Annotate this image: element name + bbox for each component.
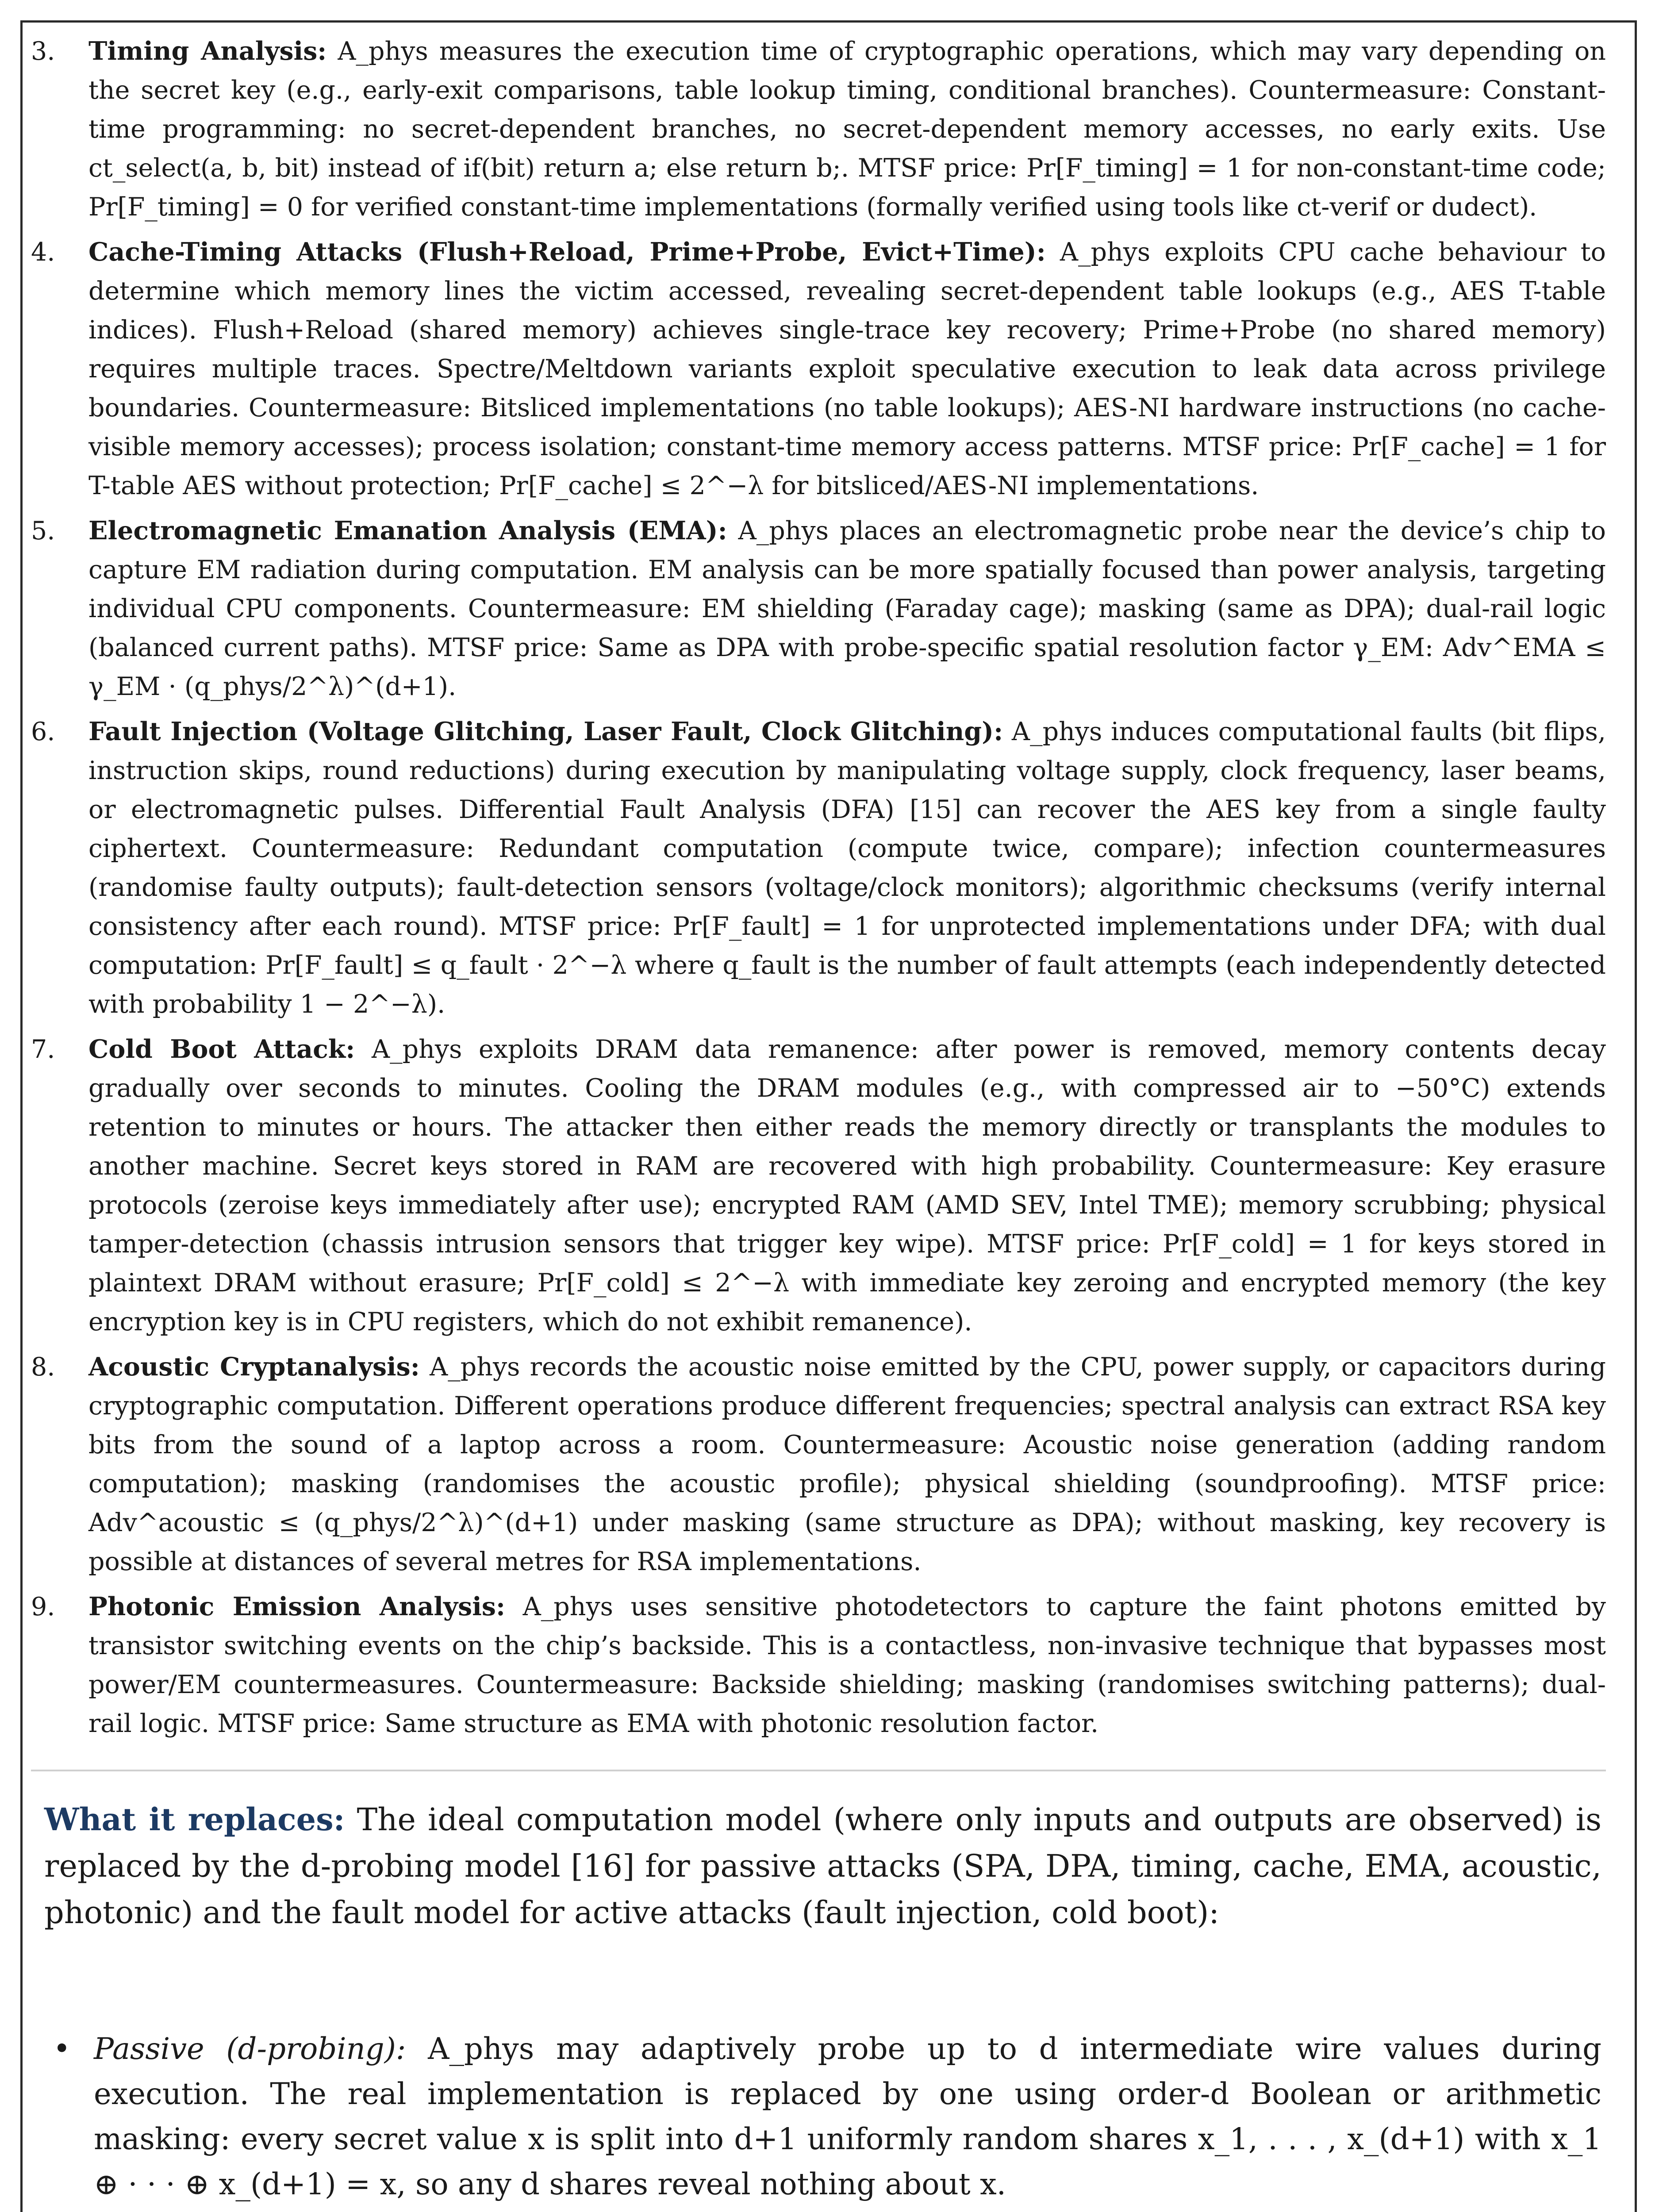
list-item [31, 1587, 1606, 1743]
item-number: 3. [31, 37, 55, 66]
list-item [31, 1348, 1606, 1581]
replaces-text: The ideal computation model (where only inputs and outputs are observed) is replaced by the d-probing model [16] for passive attacks (SPA, DPA, timing, cache, EMA, acoustic, photonic) and the fault model for active attacks (fault injection, cold boot): [44, 1801, 1601, 1931]
item-number: 9. [31, 1592, 55, 1621]
bullet-text: A_phys may adaptively probe up to d intermediate wire values during execution. The real implementation is replaced by one using order-d Boolean or arithmetic masking: every secret value x is split into d+1 uniformly random shares x_1, . . . , x_(d+1) with x_1 ⊕ · · · ⊕ x_(d+1) = x, so any d shares reveal nothing about x. [94, 2032, 1601, 2201]
item-body: A_phys measures the execution time of cryptographic operations, which may vary depending on the secret key (e.g., early-exit comparisons, table lookup timing, conditional branches). Countermeasure: Constant-time programming: no secret-dependent branches, no secret-dependent memory accesses, no early exits. Use ct_select(a, b, bit) instead of if(bit) return a; else return b;. MTSF price: Pr[F_timing] = 1 for non-constant-time code; Pr[F_timing] = 0 for verified constant-time implementations (formally verified using tools like ct-verif or dudect). [88, 37, 1606, 222]
replaces-heading: What it replaces: [44, 1801, 345, 1838]
item-body: A_phys exploits CPU cache behaviour to determine which memory lines the victim accessed, revealing secret-dependent table lookups (e.g., AES T-table indices). Flush+Reload (shared memory) achieves single-trace key recovery; Prime+Probe (no shared memory) requires multiple traces. Spectre/Meltdown variants exploit speculative execution to leak data across privilege boundaries. Countermeasure: Bitsliced implementations (no table lookups); AES-NI hardware instructions (no cache-visible memory accesses); process isolation; constant-time memory access patterns. MTSF price: Pr[F_cache] = 1 for T-table AES without protection; Pr[F_cache] ≤ 2^−λ for bitsliced/AES-NI implementations. [88, 238, 1606, 500]
item-title: Cold Boot Attack: [88, 1034, 355, 1064]
list-item [31, 1030, 1606, 1341]
item-number: 5. [31, 516, 55, 545]
list-item [31, 233, 1606, 505]
attack-list [31, 32, 1606, 1749]
item-body: A_phys places an electromagnetic probe near the device’s chip to capture EM radiation during computation. EM analysis can be more spatially focused than power analysis, targeting individual CPU components. Countermeasure: EM shielding (Faraday cage); masking (same as DPA); dual-rail logic (balanced current paths). MTSF price: Same as DPA with probe-specific spatial resolution factor γ_EM: Adv^EMA ≤ γ_EM · (q_phys/2^λ)^(d+1). [88, 516, 1606, 701]
item-title: Timing Analysis: [88, 36, 327, 66]
item-title: Acoustic Cryptanalysis: [88, 1352, 420, 1382]
item-number: 8. [31, 1352, 55, 1382]
replaces-paragraph [44, 1796, 1601, 1936]
bullet-icon: • [53, 2032, 71, 2066]
item-title: Electromagnetic Emanation Analysis (EMA): [88, 516, 727, 545]
bullet-item [44, 2026, 1601, 2207]
model-bullets [44, 2026, 1601, 2212]
item-body: A_phys records the acoustic noise emitted by the CPU, power supply, or capacitors during cryptographic computation. Different operations produce different frequencies; spectral analysis can extract RSA key bits from the sound of a laptop across a room. Countermeasure: Acoustic noise generation (adding random computation); masking (randomises the acoustic profile); physical shielding (soundproofing). MTSF price: Adv^acoustic ≤ (q_phys/2^λ)^(d+1) under masking (same structure as DPA); without masking, key recovery is possible at distances of several metres for RSA implementations. [88, 1352, 1606, 1576]
item-number: 6. [31, 717, 55, 746]
list-item [31, 712, 1606, 1024]
item-body: A_phys induces computational faults (bit flips, instruction skips, round reductions) during execution by manipulating voltage supply, clock frequency, laser beams, or electromagnetic pulses. Differential Fault Analysis (DFA) [15] can recover the AES key from a single faulty ciphertext. Countermeasure: Redundant computation (compute twice, compare); infection countermeasures (randomise faulty outputs); fault-detection sensors (voltage/clock monitors); algorithmic checksums (verify internal consistency after each round). MTSF price: Pr[F_fault] = 1 for unprotected implementations under DFA; with dual computation: Pr[F_fault] ≤ q_fault · 2^−λ where q_fault is the number of fault attempts (each independently detected with probability 1 − 2^−λ). [88, 717, 1606, 1019]
item-number: 4. [31, 238, 55, 267]
divider [31, 1770, 1606, 1771]
list-item [31, 32, 1606, 227]
item-title: Cache-Timing Attacks (Flush+Reload, Prime+Probe, Evict+Time): [88, 237, 1046, 267]
item-number: 7. [31, 1035, 55, 1064]
bullet-label: Passive (d-probing): [94, 2032, 406, 2066]
item-title: Fault Injection (Voltage Glitching, Laser Fault, Clock Glitching): [88, 717, 1003, 746]
list-item [31, 511, 1606, 706]
item-body: A_phys exploits DRAM data remanence: after power is removed, memory contents decay gradually over seconds to minutes. Cooling the DRAM modules (e.g., with compressed air to −50°C) extends retention to minutes or hours. The attacker then either reads the memory directly or transplants the modules to another machine. Secret keys stored in RAM are recovered with high probability. Countermeasure: Key erasure protocols (zeroise keys immediately after use); encrypted RAM (AMD SEV, Intel TME); memory scrubbing; physical tamper-detection (chassis intrusion sensors that trigger key wipe). MTSF price: Pr[F_cold] = 1 for keys stored in plaintext DRAM without erasure; Pr[F_cold] ≤ 2^−λ with immediate key zeroing and encrypted memory (the key encryption key is in CPU registers, which do not exhibit remanence). [88, 1035, 1606, 1336]
item-body: A_phys uses sensitive photodetectors to capture the faint photons emitted by transistor switching events on the chip’s backside. This is a contactless, non-invasive technique that bypasses most power/EM countermeasures. Countermeasure: Backside shielding; masking (randomises switching patterns); dual-rail logic. MTSF price: Same structure as EMA with photonic resolution factor. [88, 1592, 1606, 1738]
item-title: Photonic Emission Analysis: [88, 1592, 506, 1621]
